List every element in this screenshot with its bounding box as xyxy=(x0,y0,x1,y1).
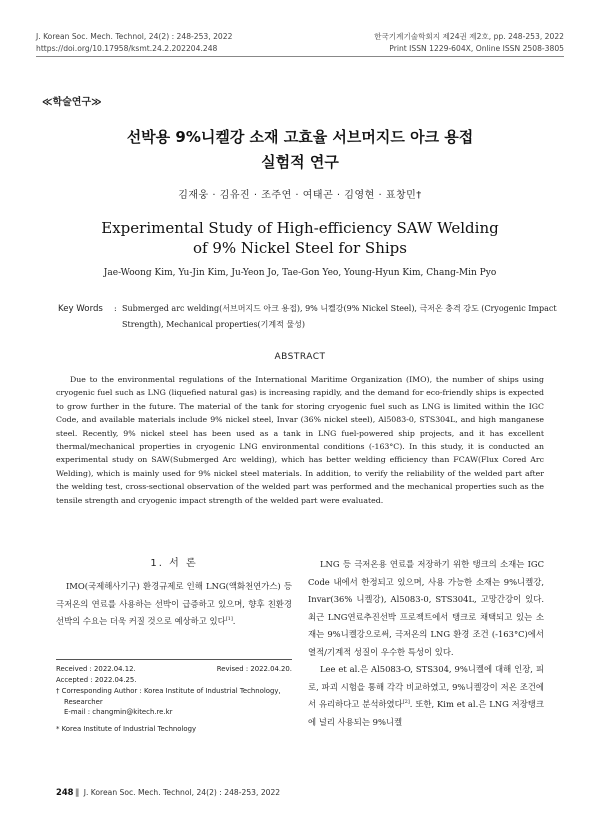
authors-english: Jae-Woong Kim, Yu-Jin Kim, Ju-Yeon Jo, Tae-Gon Yeo, Young-Hyun Kim, Chang-Min Pyo xyxy=(103,268,497,278)
page-footer xyxy=(56,787,280,797)
right-column xyxy=(308,556,544,731)
keywords-colon: : xyxy=(114,304,117,313)
authors-korean: 김재웅 · 김유진 · 조주연 · 여태곤 · 김영현 · 표창민† xyxy=(178,190,422,201)
keywords-block xyxy=(58,301,558,333)
page-number: 248 xyxy=(56,787,74,797)
corresponding-author xyxy=(56,686,292,718)
footer-separator: ▌ xyxy=(75,789,82,797)
title-english xyxy=(0,218,600,258)
intro-paragraph xyxy=(56,578,292,631)
issn-line: Print ISSN 1229-604X, Online ISSN 2508-3805 xyxy=(389,44,564,53)
article-category: ≪학술연구≫ xyxy=(42,97,102,108)
header-divider xyxy=(36,56,564,57)
title-korean-line2: 실험적 연구 xyxy=(261,153,339,171)
intro-paragraph-end: . xyxy=(232,616,236,626)
body-paragraph-continued: . 또한, Kim et al.은 LNG 저장탱크에 널리 사용되는 9%니켈 xyxy=(308,699,544,727)
running-header-left xyxy=(36,31,232,55)
keywords-text: Submerged arc welding(서브머지드 아크 용접), 9% 니켈강(9% Nickel Steel), 극저온 충격 강도 (Cryogenic Impact Strength), Mechanical properties(기계적 물성) xyxy=(122,304,557,329)
journal-citation: J. Korean Soc. Mech. Technol, 24(2) : 248-253, 2022 xyxy=(36,32,233,41)
revised-date: Revised : 2022.04.20. xyxy=(216,665,292,673)
received-date: Received : 2022.04.12. xyxy=(56,665,136,673)
intro-paragraph-text: IMO(국제해사기구) 환경규제로 인해 LNG(액화천연가스) 등 극저온의 연료를 사용하는 선박이 급증하고 있으며, 향후 친환경 선박의 수요는 더욱 커질 것으로 예상하고 있다 xyxy=(56,581,292,626)
citation-ref[interactable]: [1] xyxy=(225,616,233,623)
abstract-text: Due to the environmental regulations of the International Maritime Organization (IMO), the number of ships using cryogenic fuel such as LNG (liquefied natural gas) is increasing rapidly, and the demand for eco-friendly ships is expected to grow further in the future. The material of the tank for storing cryogenic fuel such as LNG is limited within the IGC Code, and available materials include 9% nickel steel, Invar (36% nickel steel), Al5083-0, STS304L, and high manganese steel. Recently, 9% nickel steel has been used as a tank in LNG fuel-powered ship projects, and it has excellent thermal/mechanical properties in cryogenic LNG environmental conditions (-163°C). In this study, it is conducted an experimental study on SAW(Submerged Arc welding), which has better welding efficiency than FCAW(Flux Cored Arc Welding), which is mainly used for 9% nickel steel materials. In addition, to verify the reliability of the welded part after the welding test, cross-sectional observation of the welded part was performed and the mechanical properties such as the tensile strength and cryogenic impact strength of the welded part were evaluated. xyxy=(56,375,544,505)
running-header-right xyxy=(374,31,564,55)
footer-journal: J. Korean Soc. Mech. Technol, 24(2) : 248-253, 2022 xyxy=(83,788,281,797)
corresponding-author-affiliation: † Corresponding Author : Korea Institute of Industrial Technology, xyxy=(56,687,281,695)
accepted-date: Accepted : 2022.04.25. xyxy=(56,675,137,684)
footnote-dates xyxy=(56,664,292,685)
body-paragraph xyxy=(308,661,544,731)
abstract-heading: ABSTRACT xyxy=(274,352,326,362)
corresponding-author-email[interactable]: E-mail : changmin@kitech.re.kr xyxy=(64,708,173,717)
title-english-line1: Experimental Study of High-efficiency SAW Welding xyxy=(101,219,499,237)
section-heading-introduction: 1. 서 론 xyxy=(150,558,198,569)
corresponding-author-role: Researcher xyxy=(64,697,103,706)
title-korean-line1: 선박용 9%니켈강 소재 고효율 서브머지드 아크 용접 xyxy=(126,128,474,146)
footnote-divider xyxy=(56,659,292,660)
doi-link[interactable]: https://doi.org/10.17958/ksmt.24.2.202204.248 xyxy=(36,44,218,53)
body-paragraph: LNG 등 극저온용 연료를 저장하기 위한 탱크의 소재는 IGC Code 내에서 한정되고 있으며, 사용 가능한 소재는 9%니켈강, Invar(36% 니켈강), Al5083-0, STS304L, 고망간강이 있다. 최근 LNG연료추진선박 프로젝트에서 탱크로 채택되고 있는 소재는 9%니켈강으로써, 극저온의 LNG 환경 조건 (-163°C)에서 열적/기계적 성질이 우수한 특성이 있다. xyxy=(308,559,544,657)
title-english-line2: of 9% Nickel Steel for Ships xyxy=(193,239,407,257)
author-affiliation: * Korea Institute of Industrial Technology xyxy=(56,725,197,733)
journal-citation-korean: 한국기계기술학회지 제24권 제2호, pp. 248-253, 2022 xyxy=(374,32,564,41)
keywords-label: Key Words xyxy=(58,304,103,314)
title-korean xyxy=(0,125,600,175)
body-paragraph-text: Lee et al.은 Al5083-O, STS304, 9%니켈에 대해 인장, 피로, 파괴 시험을 통해 각각 비교하였고, 9%니켈강이 저온 조건에서 유리하다고 분석하였다 xyxy=(308,664,544,709)
citation-ref[interactable]: [2] xyxy=(402,699,410,706)
